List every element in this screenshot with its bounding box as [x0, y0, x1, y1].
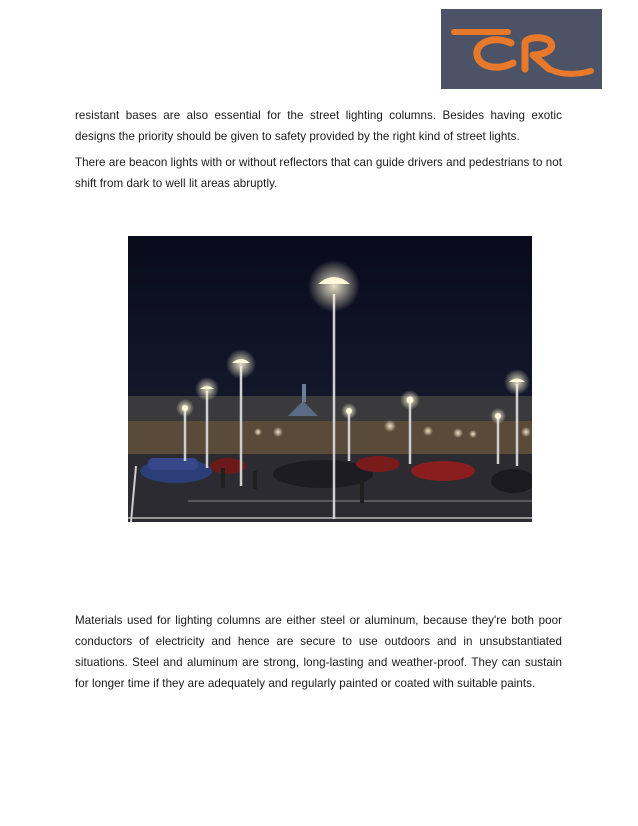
body-paragraph-3: Materials used for lighting columns are either steel or aluminum, because they're both poor conductors of electricity and hence are secure to use outdoors and in unsubstantiated situations. Steel and aluminum are strong, long-lasting and weather-proof. They can sustain for longer time if they are adequately and regularly painted or coated with suitable paints.: [75, 614, 562, 690]
body-paragraph-2: There are beacon lights with or without reflectors that can guide drivers and pedestrians to not shift from dark to well lit areas abruptly.: [75, 156, 562, 190]
street-lights-photo: [128, 236, 532, 522]
company-logo: [441, 9, 602, 89]
body-paragraph-1: resistant bases are also essential for the street lighting columns. Besides having exotic designs the priority should be given to safety provided by the right kind of street lights.: [75, 109, 562, 143]
night-parking-lot-scene: [128, 236, 532, 522]
cr-logo-graphic: [441, 9, 602, 89]
